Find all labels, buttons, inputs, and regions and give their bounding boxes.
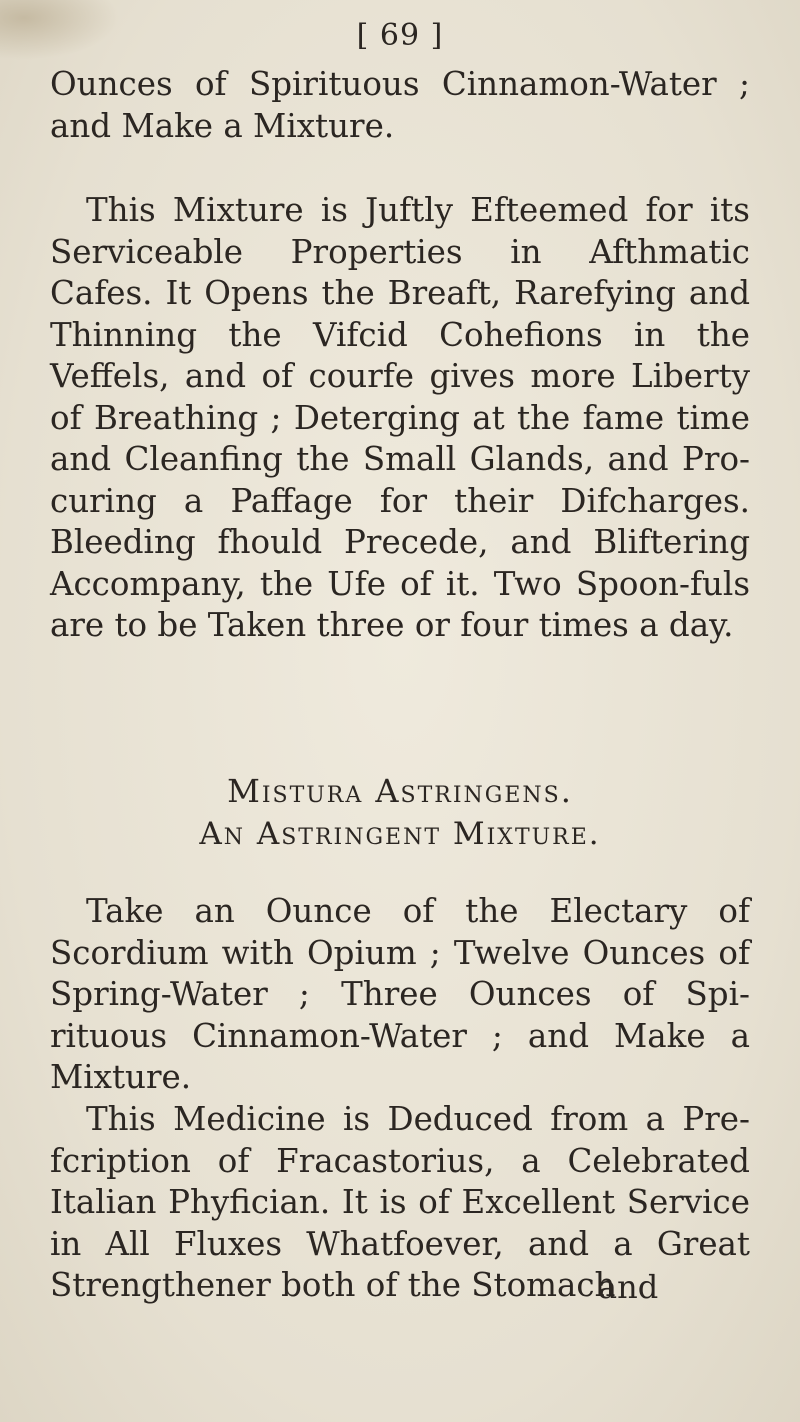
- paragraph-continued: [50, 64, 750, 147]
- page-number: [ 69 ]: [356, 18, 444, 53]
- paragraph-recipe: [50, 891, 750, 1099]
- recipe-title-english: An Astringent Mixture.: [199, 816, 601, 852]
- paragraph-text: Ounces of Spirituous Cinnamon-Water ; and Make a Mixture.: [50, 65, 750, 145]
- paragraph-text: This Mixture is Juftly Efteemed for its Serviceable Properties in Afthmatic Cafes. It Opens the Breaft, Rarefying and Thinning the Vifcid Cohefions in the Veffels, and of courfe gives more Liberty of Breathing ; Deterging at the fame time and Cleanfing the Small Glands, and Pro-curing a Paffage for their Difcharges. Bleeding fhould Precede, and Bliftering Accompany, the Ufe of it. Two Spoon-fuls are to be Taken three or four times a day.: [50, 191, 750, 644]
- paragraph-asthmatic: [50, 190, 750, 647]
- paragraph-text: Take an Ounce of the Electary of Scordium with Opium ; Twelve Ounces of Spring-Water ; Three Ounces of Spi-rituous Cinnamon-Water ; and Make a Mixture.: [50, 892, 750, 1096]
- recipe-title-latin: Mistura Astringens.: [227, 772, 573, 810]
- paragraph-text: This Medicine is Deduced from a Pre-fcription of Fracastorius, a Celebrated Italian Phyfician. It is of Excellent Service in All Fluxes Whatfoever, and a Great Strengthener both of the Stomach: [50, 1100, 750, 1304]
- catchword: and: [598, 1268, 659, 1306]
